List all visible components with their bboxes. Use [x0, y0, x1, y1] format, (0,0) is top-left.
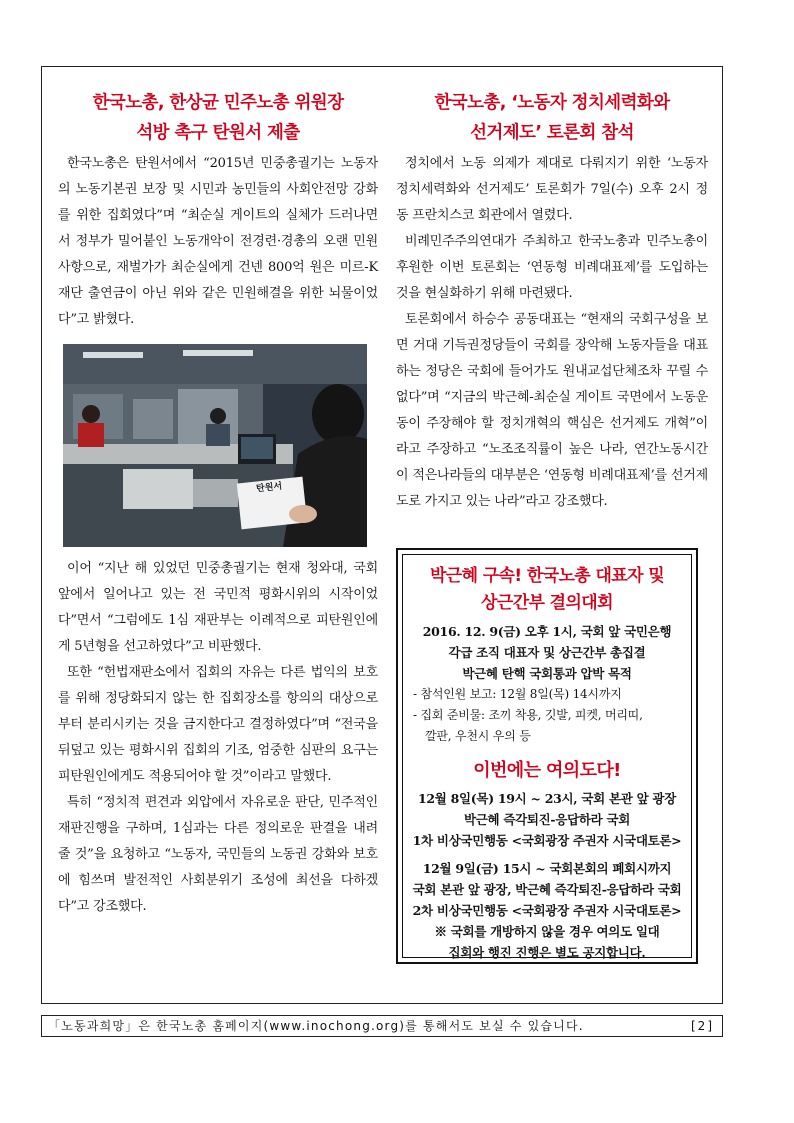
right-paragraph: 정치에서 노동 의제가 제대로 다뤄지기 위한 ‘노동자 정치세력화와 선거제도’ 토론회가 7일(수) 오후 2시 정동 프란치스코 회관에서 열렸다. [396, 156, 708, 223]
notice-bullet-supplies-cont: 깔판, 우천시 우의 등 [425, 729, 531, 743]
right-column [396, 67, 708, 515]
right-headline-line2: 선거제도’ 토론회 참석 [470, 123, 634, 143]
notice-title-line2: 상근간부 결의대회 [481, 593, 613, 613]
event2-note-cont: 집회와 행진 진행은 별도 공지합니다. [448, 945, 646, 960]
notice-bullet-supplies: - 집회 준비물: 조끼 착용, 깃발, 피켓, 머리띠, [413, 708, 643, 722]
page-number: [2] [691, 1019, 714, 1033]
event1-slogan: 박근혜 즉각퇴진-응답하라 국회 [463, 812, 631, 827]
event2-time: 12월 9일(금) 15시 ~ 국회본회의 폐회시까지 [422, 861, 672, 876]
footer-bar [41, 1015, 723, 1037]
event1-name: 1차 비상국민행동 <국회광장 주권자 시국대토론> [412, 833, 682, 848]
notice-date-location: 2016. 12. 9(금) 오후 1시, 국회 앞 국민은행 [422, 624, 672, 639]
right-paragraph: 비례민주주의연대가 주최하고 한국노총과 민주노총이 후원한 이번 토론회는 ‘연동형 비례대표제’를 도입하는 것을 현실화하기 위해 마련됐다. [396, 234, 708, 301]
notice-inner-frame [402, 554, 692, 958]
left-headline-line2: 석방 촉구 탄원서 제출 [136, 123, 300, 143]
office-scene-image [63, 344, 367, 547]
right-headline-line1: 한국노총, ‘노동자 정치세력화와 [434, 93, 670, 113]
left-headline [58, 88, 378, 148]
page-frame [41, 66, 723, 1004]
notice-purpose: 박근혜 탄핵 국회통과 압박 목적 [462, 666, 632, 681]
left-paragraph: 특히 “정치적 편견과 외압에서 자유로운 판단, 민주적인 재판진행을 구하며, 1심과는 다른 정의로운 판결을 내려 줄 것”을 요청하고 “노동자, 국민들의 노동권 강화와 보호에 힘쓰며 발전적인 사회분위기 조성에 최선을 다하겠다”고 강조했다. [58, 795, 378, 914]
event1-time: 12월 8일(목) 19시 ~ 23시, 국회 본관 앞 광장 [418, 791, 676, 806]
footer-text: 「노동과희망」은 한국노총 홈페이지(www.inochong.org)를 통해서도 보실 수 있습니다. [48, 1019, 584, 1033]
notice-bullet-attendance: - 참석인원 보고: 12월 8일(목) 14시까지 [413, 687, 622, 701]
event2-slogan: 국회 본관 앞 광장, 박근혜 즉각퇴진-응답하라 국회 [412, 882, 682, 897]
left-headline-line1: 한국노총, 한상균 민주노총 위원장 [92, 93, 344, 113]
notice-box [396, 548, 698, 964]
notice-attendees: 각급 조직 대표자 및 상근간부 총집결 [448, 645, 646, 660]
notice-title-line1: 박근혜 구속! 한국노총 대표자 및 [429, 566, 665, 586]
right-headline [396, 88, 708, 148]
notice-subtitle: 이번에는 여의도다! [473, 760, 621, 781]
right-paragraph: 토론회에서 하승수 공동대표는 “현재의 국회구성을 보면 거대 기득권정당들이 국회를 장악해 노동자들을 대표하는 정당은 국회에 들어가도 원내교섭단체조차 꾸릴 수 없다”며 “지금의 박근혜-최순실 게이트 국면에서 노동운동이 주장해야 할 정치개혁의 핵심은 선거제도 개혁”이라고 주장하고 “노조조직률이 높은 나라, 연간노동시간이 적은나라들의 대부분은 ‘연동형 비례대표제’를 선거제도로 가지고 있는 나라”라고 강조했다. [396, 312, 708, 509]
left-paragraphs-after-photo [58, 556, 378, 920]
event2-name: 2차 비상국민행동 <국회광장 주권자 시국대토론> [412, 903, 682, 918]
article-photo [63, 344, 367, 547]
event2-note: ※ 국회를 개방하지 않을 경우 여의도 일대 [434, 924, 660, 939]
left-column [58, 67, 378, 920]
document-label: 탄원서 [255, 481, 283, 495]
left-paragraph: 이어 “지난 해 있었던 민중총궐기는 현재 청와대, 국회 앞에서 일어나고 있는 전 국민적 평화시위의 시작이었다”면서 “그럼에도 1심 재판부는 이례적으로 피탄원인에게 5년형을 선고하였다”고 비판했다. [58, 561, 378, 654]
left-paragraph: 또한 “헌법재판소에서 집회의 자유는 다른 법익의 보호를 위해 정당화되지 않는 한 집회장소를 항의의 대상으로부터 분리시키는 것을 금지한다고 결정하였다”며 “전국을 뒤덮고 있는 평화시위 집회의 기조, 엄중한 심판의 요구는 피탄원인에게도 적용되어야 할 것”이라고 말했다. [58, 665, 378, 784]
left-paragraph: 한국노총은 탄원서에서 “2015년 민중총궐기는 노동자의 노동기본권 보장 및 시민과 농민들의 사회안전망 강화를 위한 집회였다”며 “최순실 게이트의 실체가 드러나면서 정부가 밀어붙인 노동개악이 전경련·경총의 오랜 민원사항으로, 재벌가가 최순실에게 건넨 800억 원은 미르-K재단 출연금이 아닌 위와 같은 민원해결을 위한 뇌물이었다”고 밝혔다. [58, 156, 378, 327]
notice-title [403, 563, 691, 617]
